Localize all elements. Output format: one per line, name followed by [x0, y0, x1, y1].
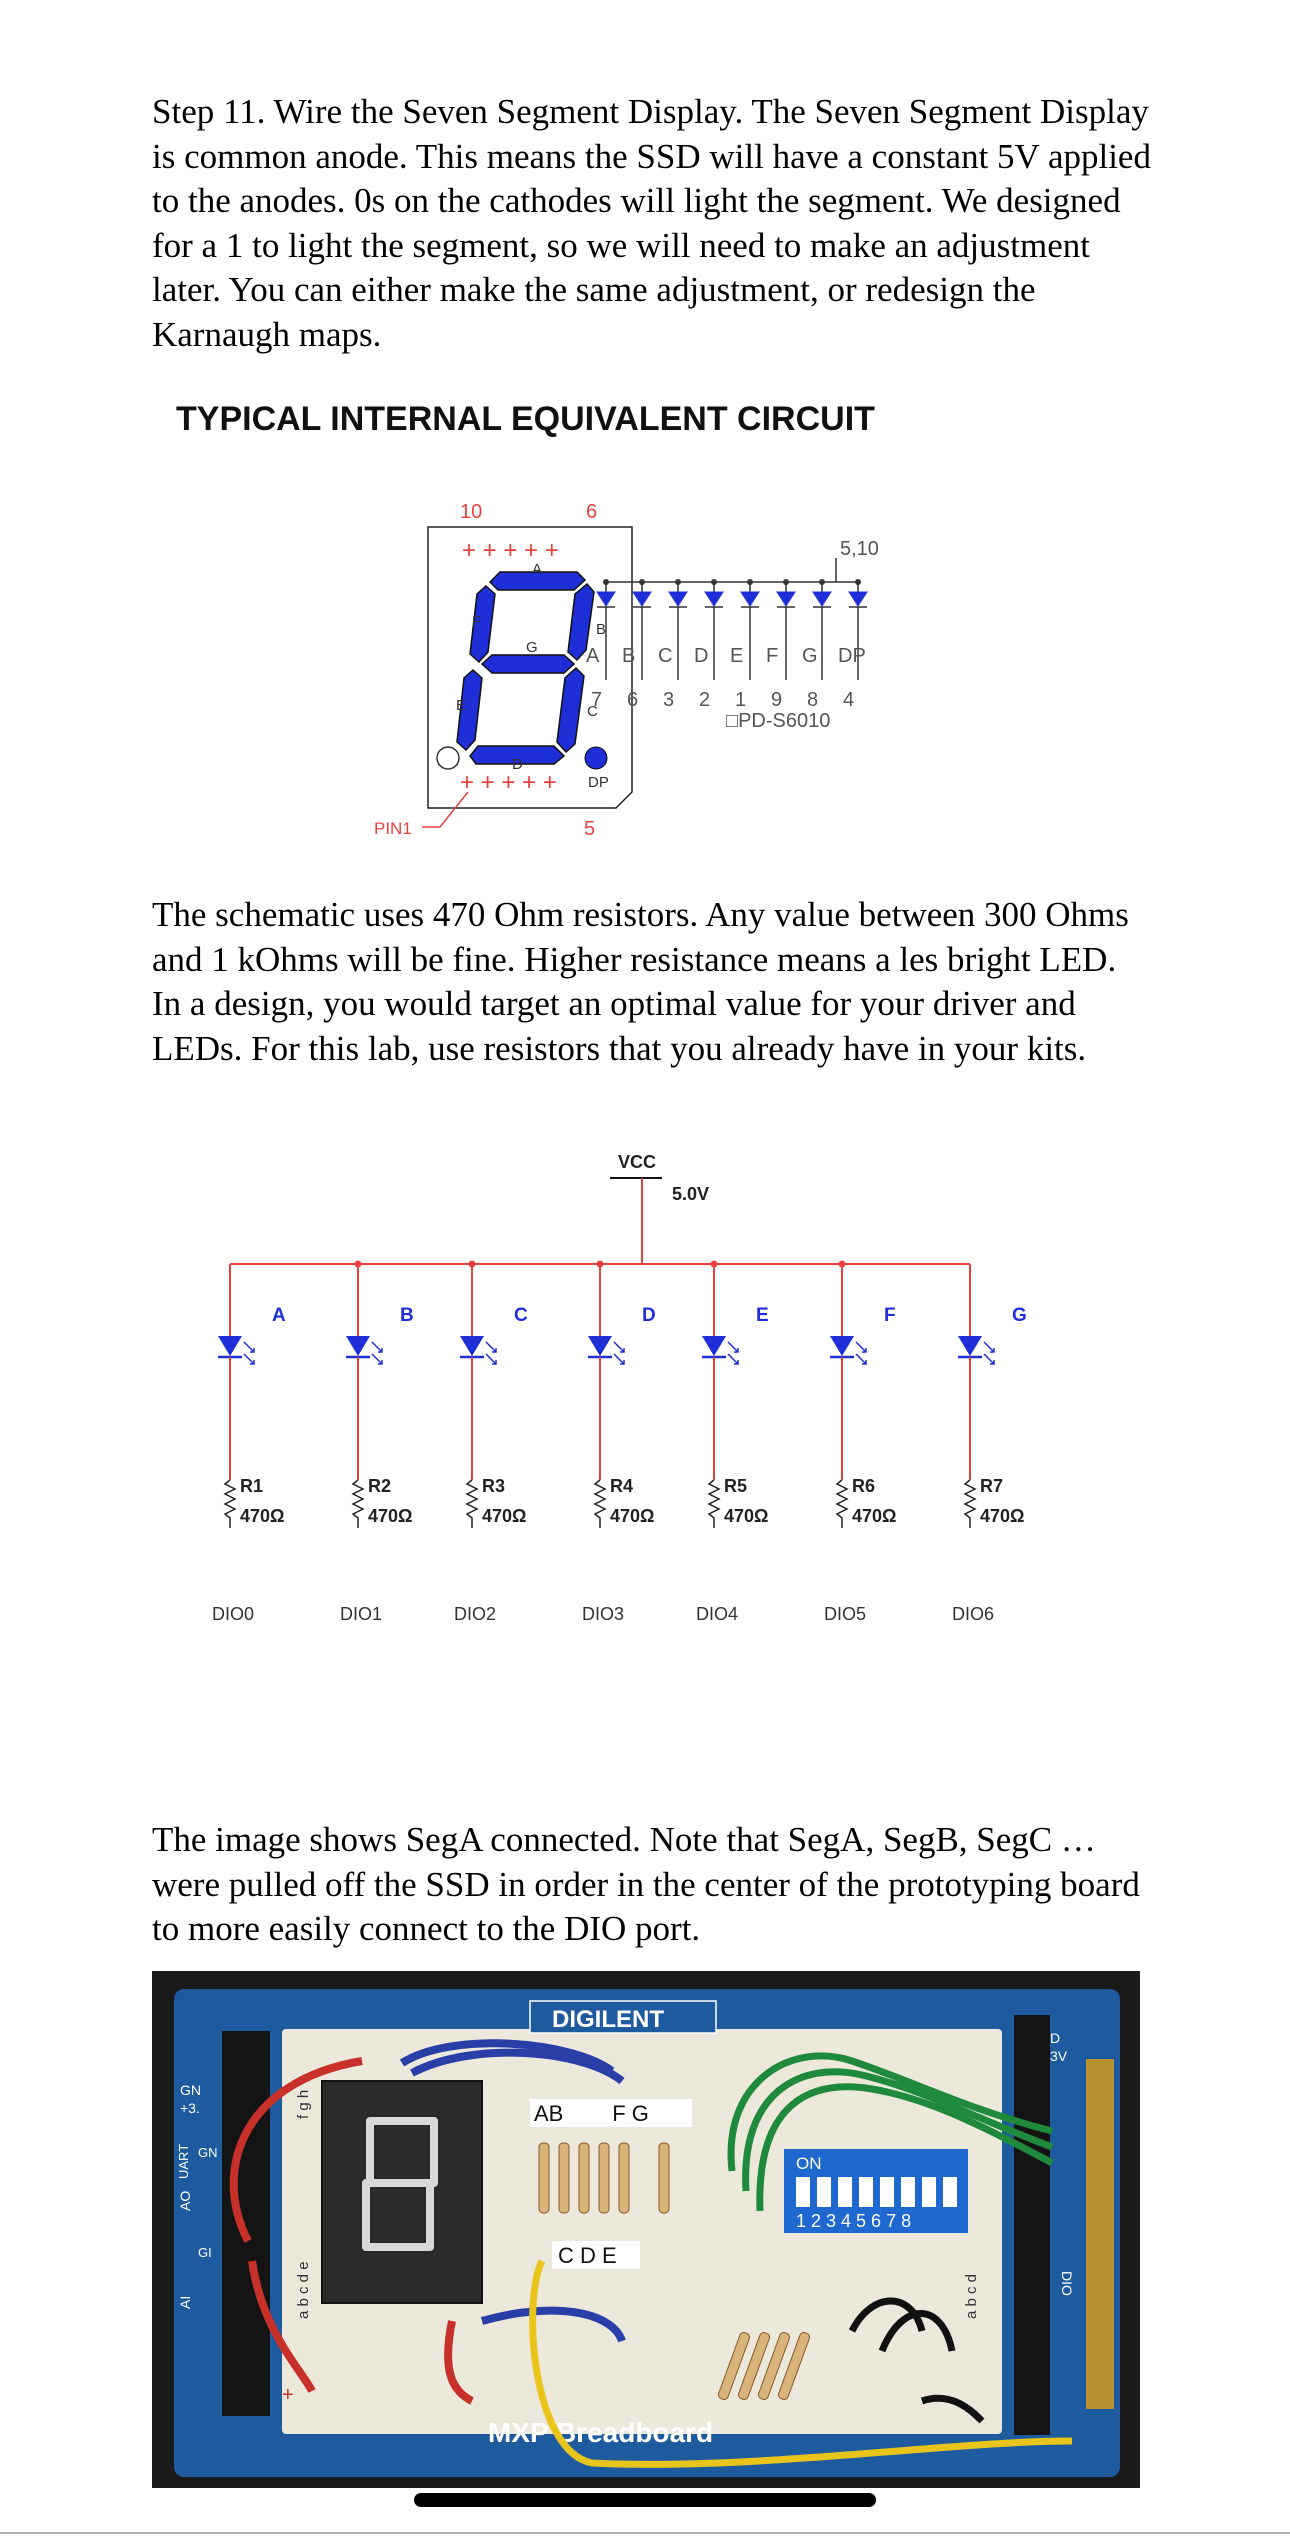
- top-segment-label: AB F G: [534, 2101, 649, 2126]
- diode-triangle: [813, 592, 831, 606]
- dip-switch-on-label: ON: [796, 2154, 822, 2173]
- channel-segment-label: D: [642, 1305, 656, 1326]
- photo-resistor: [619, 2143, 629, 2213]
- resistor-value: 470Ω: [852, 1506, 897, 1526]
- bottom-plus-row: + + + + +: [460, 769, 557, 796]
- diode-triangle: [669, 592, 687, 606]
- dip-switch-numbers: 1 2 3 4 5 6 7 8: [796, 2211, 912, 2231]
- led-triangle: [958, 1336, 982, 1356]
- dip-switch-key: [817, 2177, 831, 2207]
- col-letters-left-top: f g h: [295, 2089, 312, 2119]
- resistor-designator: R2: [368, 1476, 392, 1496]
- bottom-divider: [0, 2532, 1290, 2534]
- led-emission-arrows: [984, 1342, 994, 1364]
- pin1-marker-circle: [437, 747, 459, 769]
- photo-resistor: [539, 2143, 549, 2213]
- decimal-point-dot: [585, 747, 607, 769]
- ssd-module: [322, 2081, 482, 2303]
- segment-label-dp: DP: [588, 774, 609, 791]
- dip-switch-key: [838, 2177, 852, 2207]
- segment-label-e: E: [456, 697, 467, 714]
- diode-triangle: [741, 592, 759, 606]
- diode-triangle: [705, 592, 723, 606]
- digilent-logo-text: DIGILENT: [552, 2006, 664, 2033]
- bottom-segment-label: C D E: [558, 2243, 617, 2268]
- resistor-designator: R4: [610, 1476, 634, 1496]
- resistor-zigzag: [225, 1480, 235, 1528]
- left-header: [222, 2031, 270, 2416]
- led-emission-arrows: [244, 1342, 254, 1364]
- led-emission-arrows: [856, 1342, 866, 1364]
- internal-circuit-figure: [150, 380, 1150, 870]
- led-triangle: [460, 1336, 484, 1356]
- dio-pin-label: DIO6: [952, 1604, 995, 1624]
- segment-label-b: B: [596, 621, 607, 638]
- pin1-pointer: [422, 792, 468, 827]
- segment-label-c: C: [587, 703, 598, 720]
- channel-segment-label: E: [756, 1305, 769, 1326]
- photo-resistor: [559, 2143, 569, 2213]
- schematic-channels: [212, 1261, 1027, 1625]
- right-3v-label: 3V: [1050, 2048, 1068, 2064]
- led-emission-arrows: [614, 1342, 624, 1364]
- resistor-value: 470Ω: [240, 1506, 285, 1526]
- diode-pin-number: 3: [663, 689, 675, 711]
- diode-triangle: [633, 592, 651, 606]
- dio-pin-label: DIO4: [696, 1604, 739, 1624]
- right-pin-strip: [1086, 2059, 1114, 2409]
- resistor-designator: R1: [240, 1476, 264, 1496]
- resistor-zigzag: [965, 1480, 975, 1528]
- diode-label: G: [802, 645, 818, 667]
- dip-switch-key: [922, 2177, 936, 2207]
- left-gnd-label: GN: [180, 2082, 201, 2098]
- segment-label-g: G: [526, 639, 538, 656]
- left-ao-label: AO: [177, 2190, 193, 2211]
- diode-label: B: [622, 645, 636, 667]
- resistor-designator: R7: [980, 1476, 1004, 1496]
- led-emission-arrows: [372, 1342, 382, 1364]
- diode-triangle: [597, 592, 615, 606]
- diode-label: E: [730, 645, 744, 667]
- resistor-value: 470Ω: [724, 1506, 769, 1526]
- diode-pin-number: 1: [735, 689, 747, 711]
- resistor-zigzag: [837, 1480, 847, 1528]
- resistor-zigzag: [353, 1480, 363, 1528]
- diode-pin-number: 7: [591, 689, 603, 711]
- left-ai-label: AI: [177, 2295, 193, 2309]
- board-name-label: MXP Breadboard: [488, 2417, 714, 2448]
- resistor-designator: R3: [482, 1476, 506, 1496]
- dio-pin-label: DIO2: [454, 1604, 497, 1624]
- resistor-value: 470Ω: [482, 1506, 527, 1526]
- diode-label: D: [694, 645, 709, 667]
- led-triangle: [830, 1336, 854, 1356]
- led-emission-arrows: [486, 1342, 496, 1364]
- led-triangle: [346, 1336, 370, 1356]
- right-d-label: D: [1050, 2030, 1061, 2046]
- resistor-value: 470Ω: [368, 1506, 413, 1526]
- photo-resistor: [599, 2143, 609, 2213]
- resistor-zigzag: [467, 1480, 477, 1528]
- diode-pin-number: 8: [807, 689, 819, 711]
- dip-switch-key: [859, 2177, 873, 2207]
- breadboard-photo: [152, 1971, 1140, 2488]
- top-pin-right-label: 6: [586, 501, 598, 523]
- dip-switch-key: [796, 2177, 810, 2207]
- col-letters-right: a b c d: [963, 2273, 980, 2319]
- resistor-value: 470Ω: [610, 1506, 655, 1526]
- segment-label-f: F: [472, 613, 482, 630]
- col-letters-left: a b c d e: [295, 2261, 312, 2319]
- resistor-zigzag: [595, 1480, 605, 1528]
- segment-c: [557, 668, 584, 752]
- photo-resistor: [579, 2143, 589, 2213]
- dip-switch-key: [943, 2177, 957, 2207]
- part-number: □PD-S6010: [726, 710, 831, 732]
- diode-triangle: [849, 592, 867, 606]
- left-gi-label: GI: [198, 2245, 212, 2260]
- channel-segment-label: B: [400, 1305, 414, 1326]
- diode-pin-number: 2: [699, 689, 711, 711]
- led-triangle: [218, 1336, 242, 1356]
- segment-g: [482, 655, 574, 673]
- dip-switch-key: [880, 2177, 894, 2207]
- step-11-paragraph: Step 11. Wire the Seven Segment Display. The Seven Segment Display is common anode. This means the SSD will have a constant 5V applied to the anodes. 0s on the cathodes will light the segment. We designed for a 1 to light the segment, so we will need to make an adjustment later. You can either make the same adjustment, or redesign the Karnaugh maps.: [152, 92, 1151, 354]
- channel-segment-label: G: [1012, 1305, 1027, 1326]
- photo-resistor: [659, 2143, 669, 2213]
- photo-paragraph: The image shows SegA connected. Note that SegA, SegB, SegC … were pulled off the SSD in order in the center of the prototyping board to more easily connect to the DIO port.: [152, 1820, 1140, 1948]
- left-33-label: +3.: [180, 2100, 200, 2116]
- vcc-label: VCC: [618, 1152, 657, 1172]
- dio-pin-label: DIO5: [824, 1604, 867, 1624]
- led-triangle: [588, 1336, 612, 1356]
- diode-pin-number: 4: [843, 689, 855, 711]
- channel-segment-label: A: [272, 1305, 286, 1326]
- led-emission-arrows: [728, 1342, 738, 1364]
- channel-segment-label: C: [514, 1305, 528, 1326]
- home-indicator[interactable]: [414, 2493, 876, 2507]
- dio-pin-label: DIO0: [212, 1604, 255, 1624]
- diode-label: C: [658, 645, 673, 667]
- plus-rail-sign: +: [282, 2384, 294, 2406]
- diode-label: DP: [838, 645, 866, 667]
- voltage-label: 5.0V: [672, 1184, 710, 1204]
- diode-label: F: [766, 645, 779, 667]
- led-triangle: [702, 1336, 726, 1356]
- dio-pin-label: DIO1: [340, 1604, 383, 1624]
- diode-array: [586, 558, 867, 711]
- resistor-paragraph: The schematic uses 470 Ohm resistors. Any value between 300 Ohms and 1 kOhms will be fine. Higher resistance means a les bright LED. In a design, you would target an optimal value for your driver and LEDs. For this lab, use resistors that you already have in your kits.: [152, 895, 1129, 1068]
- common-pin-label: 5,10: [840, 538, 879, 560]
- diode-pin-number: 9: [771, 689, 783, 711]
- segment-label-d: D: [512, 756, 523, 773]
- resistor-value: 470Ω: [980, 1506, 1025, 1526]
- top-pin-left-label: 10: [460, 501, 483, 523]
- left-gn2-label: GN: [198, 2145, 218, 2160]
- circuit-figure-title: TYPICAL INTERNAL EQUIVALENT CIRCUIT: [176, 400, 875, 438]
- resistor-zigzag: [709, 1480, 719, 1528]
- diode-label: A: [586, 645, 600, 667]
- resistor-designator: R5: [724, 1476, 748, 1496]
- diode-triangle: [777, 592, 795, 606]
- right-header: [1014, 2015, 1050, 2435]
- resistor-designator: R6: [852, 1476, 876, 1496]
- left-uart-label: UART: [176, 2143, 191, 2179]
- bottom-pin-label: 5: [584, 818, 596, 840]
- pin1-label: PIN1: [374, 819, 412, 838]
- channel-segment-label: F: [884, 1305, 896, 1326]
- dio-pin-label: DIO3: [582, 1604, 625, 1624]
- segment-label-a: A: [532, 561, 543, 578]
- led-resistor-schematic: [150, 1140, 1110, 1640]
- dip-switch-key: [901, 2177, 915, 2207]
- top-plus-row: + + + + +: [462, 537, 559, 564]
- diode-pin-number: 6: [627, 689, 639, 711]
- right-dio-label: DIO: [1059, 2271, 1075, 2296]
